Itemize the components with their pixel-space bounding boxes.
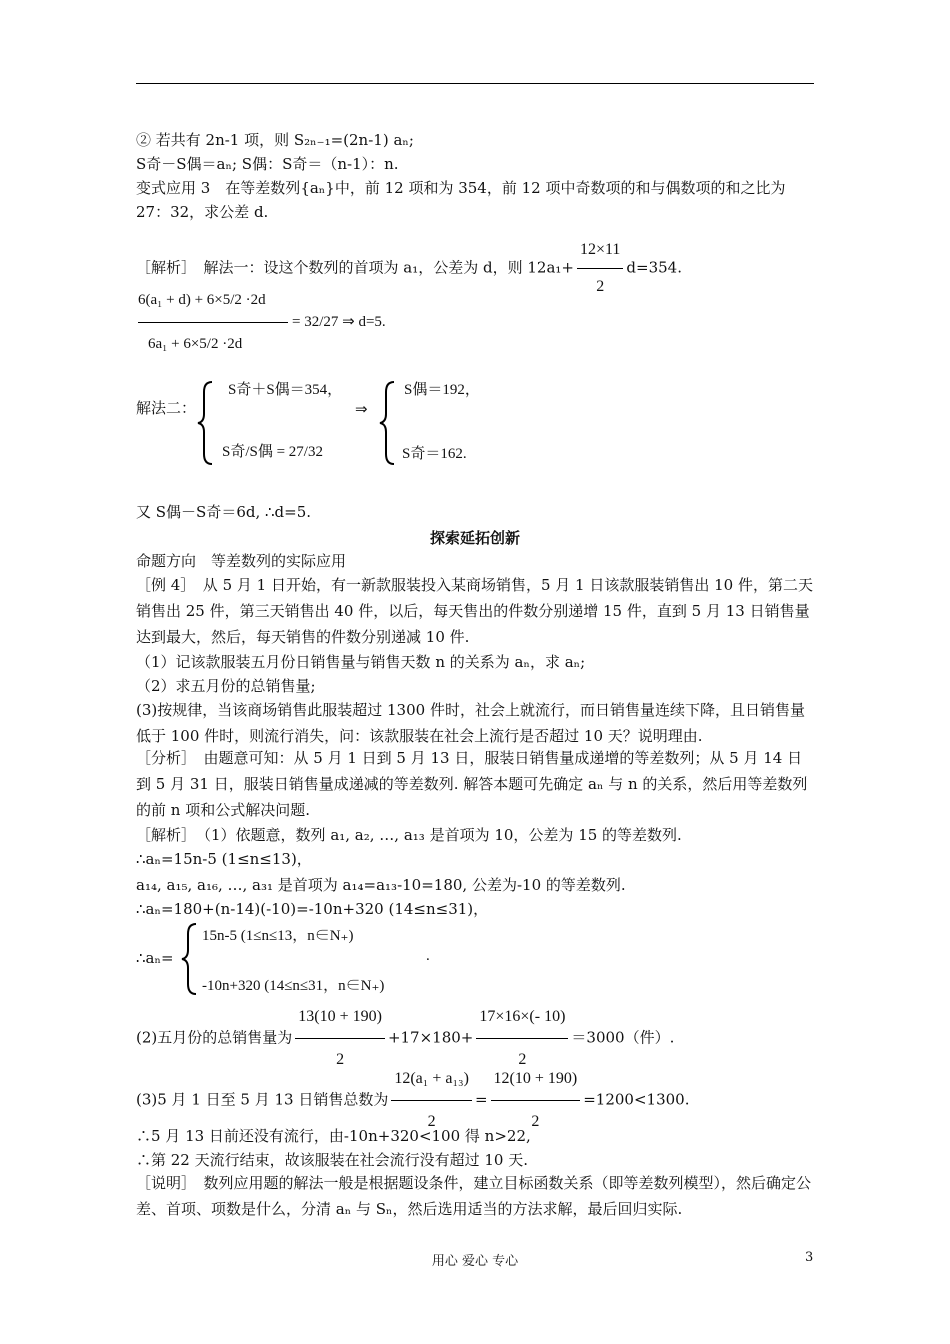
question1: （1）记该款服装五月份日销售量与销售天数 n 的关系为 aₙ，求 aₙ; bbox=[136, 653, 586, 671]
system2-bottom: S奇＝162. bbox=[402, 446, 467, 462]
piecewise-brace bbox=[180, 922, 200, 996]
page-number: 3 bbox=[805, 1250, 814, 1265]
section-title: 探索延拓创新 bbox=[429, 529, 520, 547]
piecewise-label: ∴aₙ= bbox=[136, 949, 174, 967]
fraction-12-a: $\frac{\text{12(a₁ + a₁₃)}}{2}$ bbox=[391, 1058, 472, 1143]
part2-end: ＝3000（件）. bbox=[571, 1028, 675, 1047]
left-brace-1 bbox=[196, 380, 216, 466]
big-fraction-numerator: 6(a₁ + d) + 6×5/2 ·2d bbox=[138, 292, 266, 308]
fraction-17: $\frac{17\times 16\times(- 10)}{2}$ bbox=[476, 996, 568, 1081]
piecewise-case1: 15n-5 (1≤n≤13，n∈N₊) bbox=[202, 928, 354, 944]
solution1-suffix: d=354. bbox=[626, 258, 682, 277]
big-fraction-result: = 32/27 ⇒ d=5. bbox=[292, 314, 386, 330]
note-text: ［说明］ 数列应用题的解法一般是根据题设条件，建立目标函数关系（即等差数列模型），然后确定公差、首项、项数是什么，分清 aₙ 与 Sₙ，然后选用适当的方法求解，最后回归实际. bbox=[136, 1174, 812, 1218]
system2-top: S偶＝192， bbox=[404, 382, 480, 398]
line-ratio: S奇－S偶＝aₙ; S偶：S奇＝（n-1）：n. bbox=[136, 155, 399, 173]
big-fraction-denominator: 6a₁ + 6×5/2 ·2d bbox=[148, 336, 243, 352]
fraction-12x11: $\frac{12\times 11}{2}$ bbox=[577, 232, 623, 305]
system1-top: S奇＋S偶＝354， bbox=[228, 382, 343, 398]
formula-an-first: ∴aₙ=15n-5 (1≤n≤13)， bbox=[136, 850, 312, 868]
part3-prefix: (3)5 月 1 日至 5 月 13 日销售总数为 bbox=[136, 1090, 389, 1109]
implies-arrow: ⇒ bbox=[355, 402, 368, 418]
piecewise-period: . bbox=[426, 948, 430, 964]
question3: (3)按规律，当该商场销售此服装超过 1300 件时，社会上就流行，而日销售量连续下降，且日销售量低于 100 件时，则流行消失，问：该款服装在社会上流行是否超过 10 天？说明理由. bbox=[136, 701, 805, 745]
fraction-12-b: $\frac{12(10 + 190)}{2}$ bbox=[491, 1058, 581, 1143]
part3-eq: = bbox=[474, 1090, 488, 1109]
second-sequence: a₁₄, a₁₅, a₁₆, …, a₃₁ 是首项为 a₁₄=a₁₃-10=180, 公差为-10 的等差数列. bbox=[136, 876, 626, 894]
part3-end: =1200<1300. bbox=[583, 1090, 690, 1109]
part2-prefix: (2)五月份的总销售量为 bbox=[136, 1028, 293, 1047]
analysis-text: ［分析］ 由题意可知：从 5 月 1 日到 5 月 13 日，服装日销售量成递增的等差数列；从 5 月 14 日到 5 月 31 日，服装日销售量成递减的等差数列. 解答本题可先确定 aₙ 与 n 的关系，然后用等差数列的前 n 项和公式解决问题. bbox=[136, 749, 808, 819]
big-fraction-bar bbox=[138, 322, 288, 323]
conclusion2: ∴第 22 天流行结束，故该服装在社会流行没有超过 10 天. bbox=[136, 1151, 529, 1169]
formula-an-second: ∴aₙ=180+(n-14)(-10)=-10n+320 (14≤n≤31)， bbox=[136, 900, 489, 918]
fraction-13: $\frac{13(10 + 190)}{2}$ bbox=[295, 996, 385, 1081]
header-rule bbox=[136, 83, 814, 84]
part2-mid: +17×180+ bbox=[387, 1028, 474, 1047]
line-odd-terms: ② 若共有 2n-1 项，则 S₂ₙ₋₁=(2n-1) aₙ; bbox=[136, 131, 414, 149]
direction-line: 命题方向 等差数列的实际应用 bbox=[136, 552, 347, 570]
solution-part1: ［解析］ （1）依题意，数列 a₁, a₂, …, a₁₃ 是首项为 10，公差为 15 的等差数列. bbox=[136, 826, 682, 844]
conclusion1: ∴5 月 13 日前还没有流行，由-10n+320<100 得 n>22, bbox=[136, 1127, 531, 1145]
example4-text: ［例 4］ 从 5 月 1 日开始，有一新款服装投入某商场销售，5 月 1 日该款服装销售出 10 件，第二天销售出 25 件，第三天销售出 40 件，以后，每天售出的件数分别递增 15 件，直到 5 月 13 日销售量达到最大，然后，每天销售的件数分别递减 10 件. bbox=[136, 576, 813, 646]
variant3-line1: 变式应用 3 在等差数列{aₙ}中，前 12 项和为 354，前 12 项中奇数项的和与偶数项的和之比为 bbox=[136, 179, 786, 197]
also-line: 又 S偶－S奇＝6d, ∴d=5. bbox=[136, 503, 312, 521]
method2-label: 解法二： bbox=[136, 399, 197, 417]
left-brace-2 bbox=[378, 380, 398, 466]
question2: （2）求五月份的总销售量; bbox=[136, 677, 316, 695]
footer-motto: 用心 爱心 专心 bbox=[431, 1254, 519, 1269]
system1-bottom: S奇/S偶 = 27/32 bbox=[222, 444, 323, 460]
piecewise-case2: -10n+320 (14≤n≤31，n∈N₊) bbox=[202, 978, 385, 994]
solution1-prefix: ［解析］ 解法一：设这个数列的首项为 a₁，公差为 d，则 12a₁+ bbox=[136, 258, 574, 277]
variant3-line2: 27：32，求公差 d. bbox=[136, 203, 269, 221]
